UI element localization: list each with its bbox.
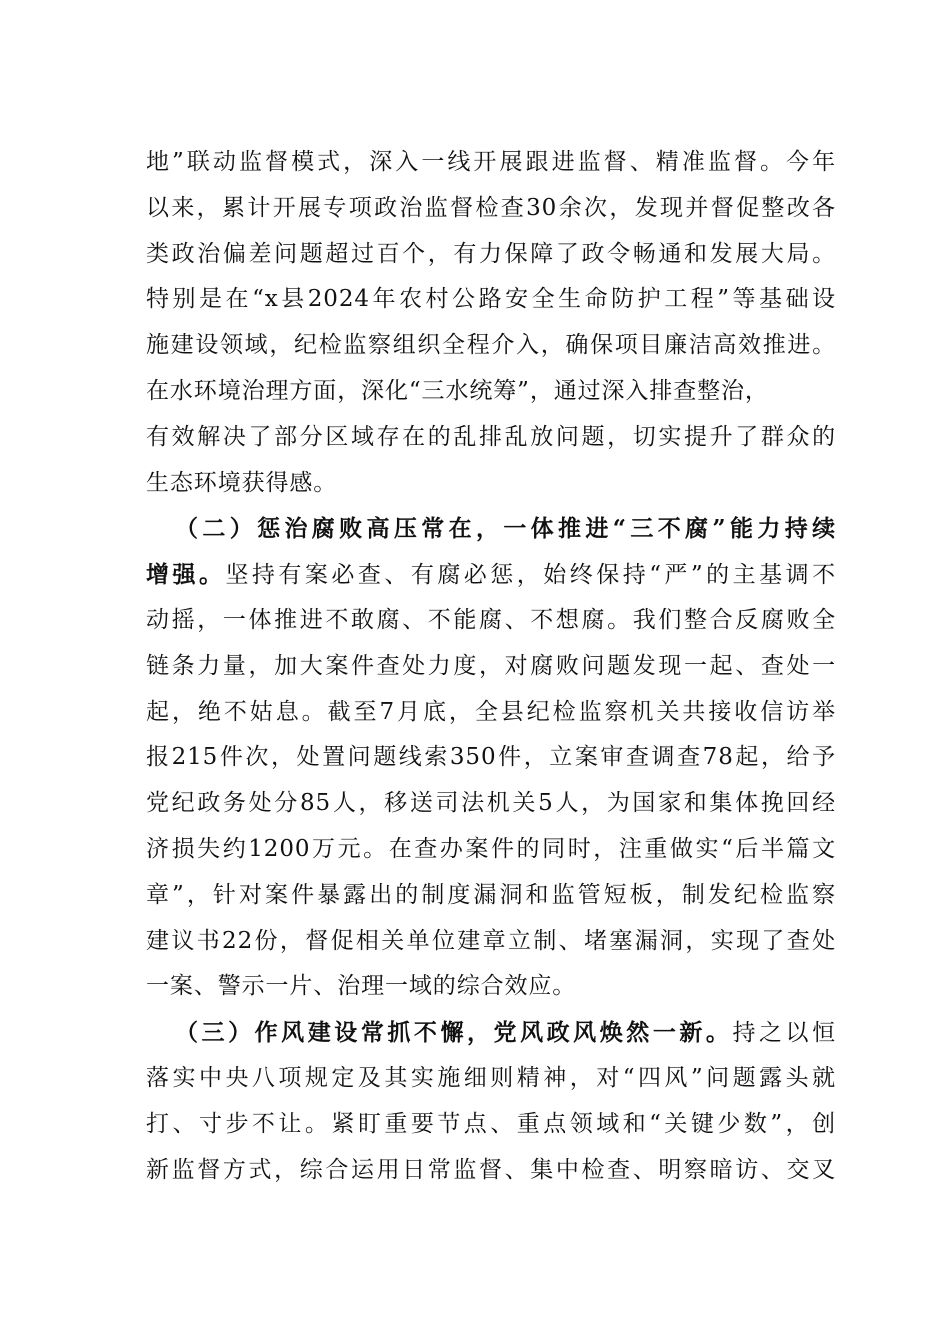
paragraph-3-line-4: 新监督方式，综合运用日常监督、集中检查、明察暗访、交叉 (146, 1156, 836, 1183)
paragraph-2-line-6: 报215件次，处置问题线索350件，立案审查调查78起，给予 (146, 744, 836, 771)
paragraph-1-line-3: 类政治偏差问题超过百个，有力保障了政令畅通和发展大局。 (146, 240, 836, 267)
paragraph-3-line-2: 落实中央八项规定及其实施细则精神，对“四风”问题露头就 (146, 1064, 836, 1091)
paragraph-2-line-5: 起，绝不姑息。截至7月底，全县纪检监察机关共接收信访举 (146, 698, 836, 725)
paragraph-2-heading-end: 增强。 (146, 561, 226, 589)
paragraph-1-line-8: 生态环境获得感。 (146, 469, 338, 496)
paragraph-1-line-4: 特别是在“x县2024年农村公路安全生命防护工程”等基础设 (146, 286, 836, 313)
paragraph-1-line-7: 有效解决了部分区域存在的乱排乱放问题，切实提升了群众的 (146, 423, 836, 450)
paragraph-2-line-8: 济损失约1200万元。在查办案件的同时，注重做实“后半篇文 (146, 835, 836, 862)
paragraph-3-heading: （三）作风建设常抓不懈，党风政风焕然一新。 (175, 1019, 733, 1047)
paragraph-2-line-4: 链条力量，加大案件查处力度，对腐败问题发现一起、查处一 (146, 652, 836, 679)
paragraph-1-line-5: 施建设领域，纪检监察组织全程介入，确保项目廉洁高效推进。 (146, 332, 836, 359)
paragraph-3-line-1 (146, 1010, 836, 1056)
paragraph-2-line-11: 一案、警示一片、治理一域的综合效应。 (146, 973, 577, 1000)
paragraph-2-line-7: 党纪政务处分85人，移送司法机关5人，为国家和集体挽回经 (146, 790, 836, 817)
paragraph-1-line-1: 地”联动监督模式，深入一线开展跟进监督、精准监督。今年 (146, 149, 836, 175)
document-body (146, 140, 836, 1193)
paragraph-2-line-3: 动摇，一体推进不敢腐、不能腐、不想腐。我们整合反腐败全 (146, 606, 836, 633)
paragraph-2-line-2 (146, 552, 836, 598)
paragraph-3-line-1-rest: 持之以恒 (732, 1020, 836, 1047)
paragraph-2-heading-line-1: （二）惩治腐败高压常在，一体推进“三不腐”能力持续 (175, 515, 836, 543)
paragraph-2-line-10: 建议书22份，督促相关单位建章立制、堵塞漏洞，实现了查处 (146, 927, 836, 954)
paragraph-1-line-2: 以来，累计开展专项政治监督检查30余次，发现并督促整改各 (146, 194, 836, 221)
paragraph-2-line-2-rest: 坚持有案必查、有腐必惩，始终保持“严”的主基调不 (225, 562, 836, 589)
paragraph-2-line-9: 章”，针对案件暴露出的制度漏洞和监管短板，制发纪检监察 (146, 881, 836, 908)
paragraph-1-line-6: 在水环境治理方面，深化“三水统筹”，通过深入排查整治， (146, 377, 769, 404)
paragraph-3-line-3: 打、寸步不让。紧盯重要节点、重点领域和“关键少数”，创 (146, 1110, 836, 1137)
